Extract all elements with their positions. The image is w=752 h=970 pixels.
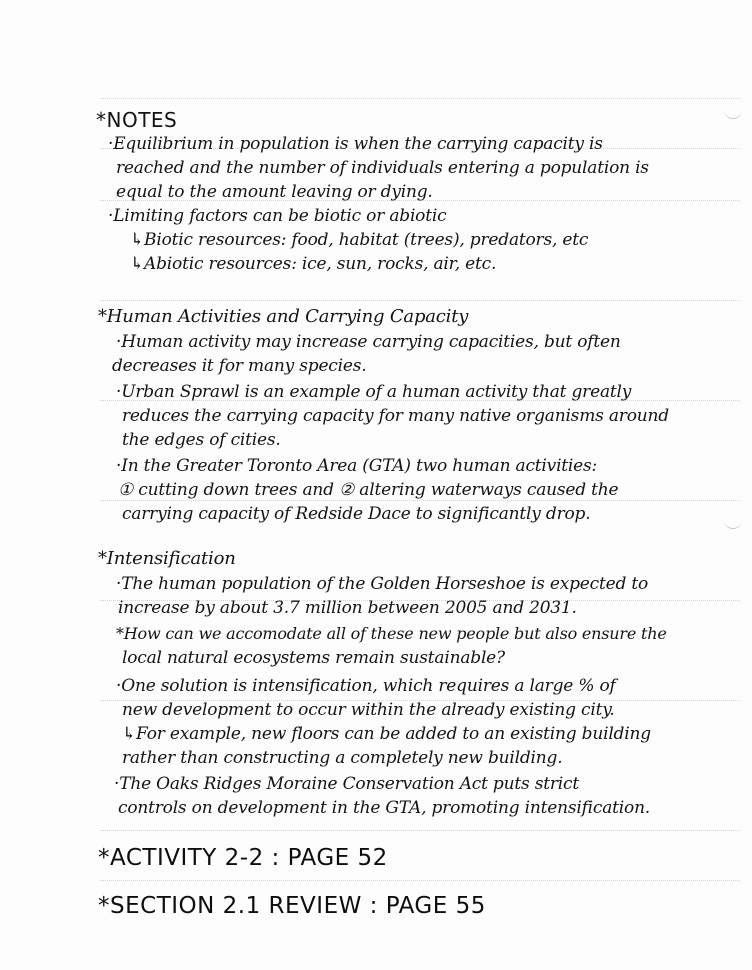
note-line: carrying capacity of Redside Dace to significantly drop.: [122, 504, 591, 524]
note-line: ① cutting down trees and ② altering waterways caused the: [118, 480, 619, 500]
binder-hole-mark: [724, 520, 742, 529]
note-line: new development to occur within the already existing city.: [122, 700, 615, 720]
note-line: ·Urban Sprawl is an example of a human activity that greatly: [116, 382, 632, 402]
note-line: local natural ecosystems remain sustainable?: [122, 648, 505, 668]
note-line: controls on development in the GTA, promoting intensification.: [118, 798, 651, 818]
note-line: increase by about 3.7 million between 2005 and 2031.: [118, 598, 577, 618]
ruled-line: [100, 98, 740, 99]
note-line: reduces the carrying capacity for many native organisms around: [122, 406, 669, 426]
note-line: ·In the Greater Toronto Area (GTA) two human activities:: [116, 456, 598, 476]
ruled-line: [100, 500, 740, 501]
section-heading-human-activities: *Human Activities and Carrying Capacity: [98, 306, 469, 327]
note-line: ·Equilibrium in population is when the carrying capacity is: [108, 134, 603, 154]
note-line: ·One solution is intensification, which requires a large % of: [116, 676, 616, 696]
note-subline: ↳Abiotic resources: ice, sun, rocks, air, etc.: [130, 254, 497, 274]
assignment-activity: *ACTIVITY 2-2 : PAGE 52: [98, 845, 388, 871]
note-line: reached and the number of individuals entering a population is: [116, 158, 649, 178]
note-line: equal to the amount leaving or dying.: [116, 182, 433, 202]
note-question: *How can we accomodate all of these new people but also ensure the: [116, 624, 667, 643]
ruled-line: [100, 830, 740, 831]
note-line: ·Human activity may increase carrying capacities, but often: [116, 332, 621, 352]
ruled-line: [100, 300, 740, 301]
note-line: ·The human population of the Golden Horseshoe is expected to: [116, 574, 649, 594]
note-line: ·Limiting factors can be biotic or abiotic: [108, 206, 447, 226]
binder-hole-mark: [724, 110, 742, 119]
note-line: decreases it for many species.: [112, 356, 367, 376]
note-subline: rather than constructing a completely new building.: [122, 748, 563, 768]
assignment-section-review: *SECTION 2.1 REVIEW : PAGE 55: [98, 893, 486, 919]
note-line: ·The Oaks Ridges Moraine Conservation Act puts strict: [114, 774, 579, 794]
note-line: the edges of cities.: [122, 430, 281, 450]
note-subline: ↳Biotic resources: food, habitat (trees), predators, etc: [130, 230, 589, 250]
ruled-line: [100, 880, 740, 881]
note-subline: ↳For example, new floors can be added to an existing building: [122, 724, 651, 744]
section-heading-notes: *NOTES: [96, 108, 178, 132]
section-heading-intensification: *Intensification: [98, 548, 236, 569]
